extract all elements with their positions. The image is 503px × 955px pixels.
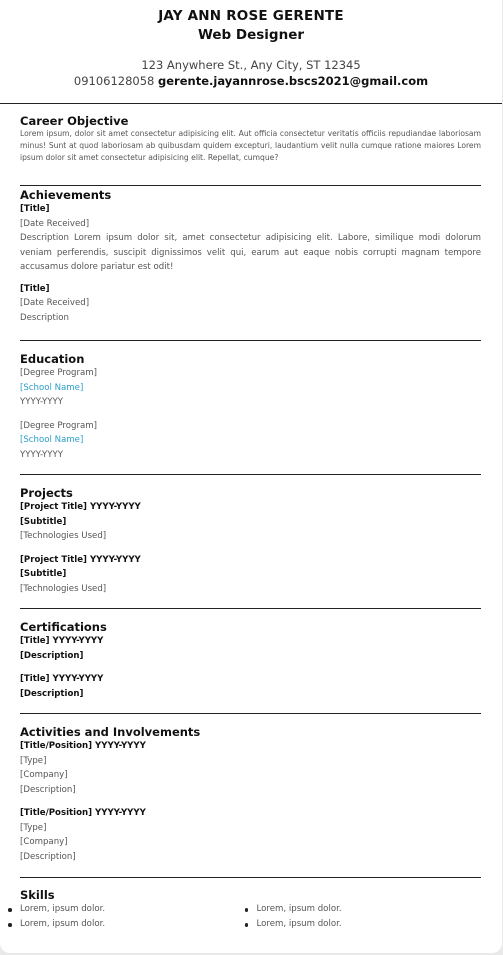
- achievement-entry: [20, 202, 481, 275]
- section-heading: Certifications: [20, 620, 107, 634]
- section-heading: Projects: [20, 486, 73, 500]
- project-entry: [20, 500, 481, 544]
- resume-header: [0, 0, 502, 104]
- phone: 09106128058: [73, 74, 155, 88]
- resume-body: [0, 104, 502, 932]
- activity-description: [Description]: [20, 784, 76, 795]
- section-certifications: [20, 609, 481, 714]
- activity-description: [Description]: [20, 851, 76, 862]
- job-title: Web Designer: [197, 27, 305, 43]
- activity-title: [Title/Position] YYYY-YYYY: [20, 741, 146, 751]
- achievement-date: [Date Received]: [20, 218, 90, 229]
- project-title: [Project Title] YYYY-YYYY: [20, 554, 141, 565]
- achievement-entry: [20, 282, 481, 326]
- certification-entry: [20, 634, 481, 663]
- section-education: [20, 341, 481, 475]
- education-entry: [20, 419, 481, 463]
- achievement-description: Description Lorem ipsum dolor sit, amet consectetur adipisicing elit. Labore, similique modi dolorum veniam perferendis, suscipit dignissimos velit qui, earum aut eaque nobis corrupti magnam tempore accusamus dolore pariatur est odit!: [20, 233, 481, 272]
- full-name: JAY ANN ROSE GERENTE: [158, 8, 344, 24]
- certification-description: [Description]: [20, 688, 84, 699]
- address: 123 Anywhere St., Any City, ST 12345: [141, 58, 361, 72]
- section-activities: [20, 714, 481, 878]
- education-years: YYYY-YYYY: [20, 397, 64, 407]
- activity-entry: [20, 739, 481, 797]
- education-years: YYYY-YYYY: [20, 449, 64, 460]
- project-technologies: [Technologies Used]: [20, 531, 107, 541]
- section-heading: Activities and Involvements: [20, 725, 201, 739]
- activity-type: [Type]: [20, 822, 47, 833]
- section-career-objective: [20, 104, 481, 186]
- skill-item: Lorem, ipsum dolor.: [20, 902, 251, 917]
- achievement-title: [Title]: [20, 283, 50, 294]
- contact-line: [0, 73, 502, 90]
- objective-text: Lorem ipsum, dolor sit amet consectetur adipisicing elit. Aut officia consectetur veritatis officiis repudiandae laboriosam minus! Sunt at quod laboriosam ab quibusdam quidem excepturi, laudantium velit nulla cumque ratione maiores Lorem ipsum dolor sit amet consectetur adipisicing elit. Repellat, cumque?: [20, 129, 481, 162]
- section-achievements: [20, 186, 481, 341]
- skill-item: Lorem, ipsum dolor.: [257, 917, 482, 932]
- section-projects: [20, 475, 481, 609]
- project-subtitle: [Subtitle]: [20, 569, 67, 579]
- skill-item: Lorem, ipsum dolor.: [20, 917, 251, 932]
- section-heading: Education: [20, 352, 85, 366]
- section-heading: Skills: [20, 888, 55, 902]
- certification-title: [Title] YYYY-YYYY: [20, 674, 104, 684]
- achievement-title: [Title]: [20, 204, 50, 214]
- activity-company: [Company]: [20, 837, 68, 847]
- activity-entry: [20, 806, 481, 864]
- achievement-description: Description: [20, 312, 69, 323]
- activity-type: [Type]: [20, 755, 47, 766]
- certification-title: [Title] YYYY-YYYY: [20, 636, 104, 646]
- project-subtitle: [Subtitle]: [20, 516, 67, 527]
- project-entry: [20, 553, 481, 597]
- degree-program: [Degree Program]: [20, 368, 97, 378]
- degree-program: [Degree Program]: [20, 420, 97, 431]
- section-skills: [20, 878, 481, 932]
- section-heading: Achievements: [20, 188, 112, 202]
- skill-item: Lorem, ipsum dolor.: [257, 902, 482, 917]
- skills-column-right: [251, 902, 482, 932]
- section-heading: Career Objective: [20, 114, 129, 128]
- school-name[interactable]: [School Name]: [20, 435, 84, 445]
- skills-column-left: [20, 902, 251, 932]
- project-technologies: [Technologies Used]: [20, 583, 107, 594]
- certification-description: [Description]: [20, 650, 84, 661]
- project-title: [Project Title] YYYY-YYYY: [20, 502, 141, 512]
- certification-entry: [20, 672, 481, 701]
- education-entry: [20, 366, 481, 410]
- email-link[interactable]: gerente.jayannrose.bscs2021@gmail.com: [158, 74, 429, 88]
- school-name[interactable]: [School Name]: [20, 382, 84, 393]
- skills-list: [20, 902, 481, 932]
- activity-company: [Company]: [20, 770, 68, 780]
- activity-title: [Title/Position] YYYY-YYYY: [20, 808, 146, 818]
- achievement-date: [Date Received]: [20, 298, 90, 308]
